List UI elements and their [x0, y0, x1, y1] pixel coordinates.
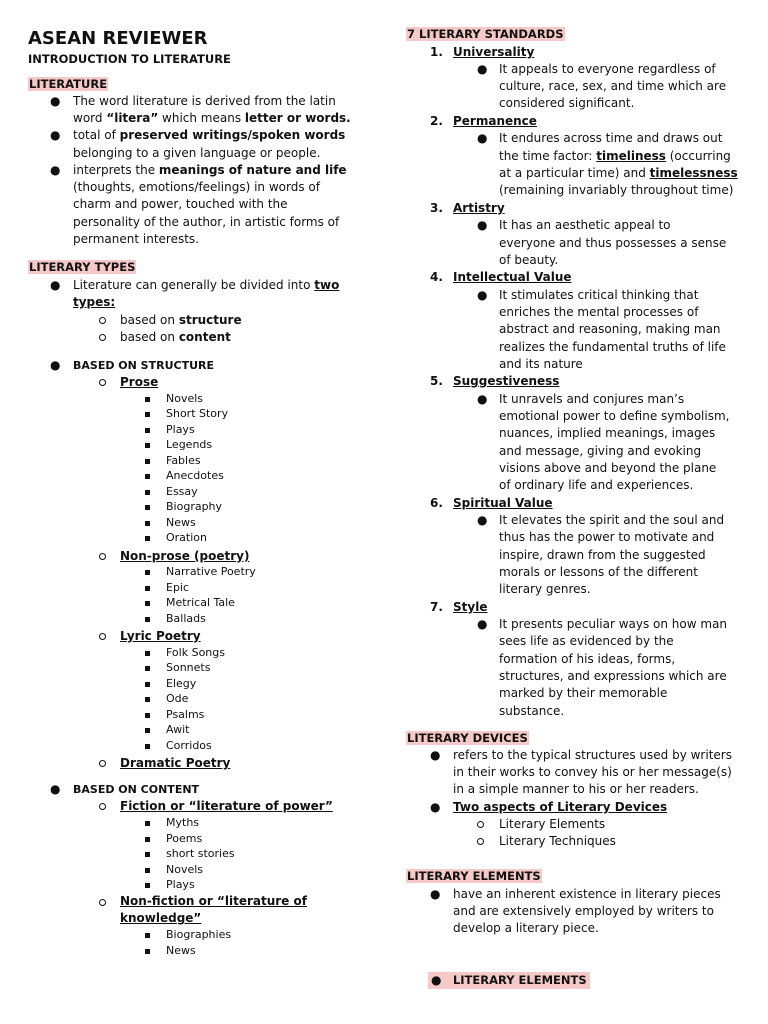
- square-bullet-icon: [145, 536, 150, 541]
- standard-line: inspire, drawn from the suggested: [499, 548, 706, 562]
- list-item: Epic: [166, 581, 190, 594]
- types-sub2: based on content: [120, 330, 231, 344]
- bullet-icon: ●: [431, 973, 442, 987]
- nonfiction-heading-line1: Non-fiction or “literature of: [120, 894, 307, 908]
- list-item: Novels: [166, 392, 204, 405]
- bullet-icon: ●: [477, 617, 488, 631]
- list-item: News: [166, 944, 196, 957]
- standard-line: It has an aesthetic appeal to: [499, 218, 671, 232]
- devices-line: in their works to convey his or her message(s): [453, 765, 732, 779]
- square-bullet-icon: [145, 474, 150, 479]
- circle-bullet-icon: [99, 899, 106, 906]
- standard-number: 4.: [430, 270, 443, 284]
- circle-bullet-icon: [99, 334, 106, 341]
- standard-title-universality: Universality: [453, 45, 535, 59]
- standard-line: marked by their memorable: [499, 686, 668, 700]
- circle-bullet-icon: [99, 379, 106, 386]
- square-bullet-icon: [145, 713, 150, 718]
- standard-line: It stimulates critical thinking that: [499, 288, 699, 302]
- literature-b2-line1: total of preserved writings/spoken words: [73, 128, 346, 142]
- circle-bullet-icon: [99, 633, 106, 640]
- bullet-icon: ●: [430, 748, 441, 762]
- standard-line: of beauty.: [499, 253, 559, 267]
- circle-bullet-icon: [477, 838, 484, 845]
- literature-b2-line2: belonging to a given language or people.: [73, 146, 321, 160]
- list-item: Anecdotes: [166, 469, 224, 482]
- elements-line: have an inherent existence in literary pieces: [453, 887, 721, 901]
- bullet-icon: ●: [50, 128, 61, 142]
- list-item: Novels: [166, 863, 204, 876]
- standard-number: 3.: [430, 201, 443, 215]
- standard-line: thus has the power to motivate and: [499, 530, 715, 544]
- standard-number: 7.: [430, 600, 443, 614]
- square-bullet-icon: [145, 397, 150, 402]
- prose-heading: Prose: [120, 375, 159, 389]
- section-heading-elements: LITERARY ELEMENTS: [407, 869, 541, 883]
- standard-number: 2.: [430, 114, 443, 128]
- standard-title-intellectual: Intellectual Value: [453, 270, 572, 284]
- square-bullet-icon: [145, 459, 150, 464]
- bullet-icon: ●: [50, 278, 61, 292]
- literature-b1-line2: word “litera” which means letter or words.: [73, 111, 351, 125]
- section-heading-types: LITERARY TYPES: [29, 260, 136, 274]
- standard-title-suggestiveness: Suggestiveness: [453, 374, 560, 388]
- square-bullet-icon: [145, 728, 150, 733]
- section-heading-literature: LITERATURE: [29, 77, 108, 91]
- list-item: Poems: [166, 832, 203, 845]
- standard-line: It appeals to everyone regardless of: [499, 62, 716, 76]
- elements-line: develop a literary piece.: [453, 921, 599, 935]
- section-heading-standards: 7 LITERARY STANDARDS: [407, 27, 564, 41]
- list-item: Ode: [166, 692, 189, 705]
- standard-line: realizes the fundamental truths of life: [499, 340, 726, 354]
- square-bullet-icon: [145, 852, 150, 857]
- square-bullet-icon: [145, 949, 150, 954]
- list-item: Biography: [166, 500, 223, 513]
- bullet-icon: ●: [477, 288, 488, 302]
- standard-line: visions above and beyond the plane: [499, 461, 717, 475]
- standard-line: abstract and reasoning, making man: [499, 322, 721, 336]
- square-bullet-icon: [145, 883, 150, 888]
- bullet-icon: ●: [50, 782, 61, 796]
- list-item: Psalms: [166, 708, 205, 721]
- square-bullet-icon: [145, 744, 150, 749]
- list-item: Corridos: [166, 739, 212, 752]
- bullet-icon: ●: [477, 62, 488, 76]
- aspect-item: Literary Elements: [499, 817, 606, 831]
- fiction-heading: Fiction or “literature of power”: [120, 799, 333, 813]
- circle-bullet-icon: [99, 317, 106, 324]
- list-item: Ballads: [166, 612, 206, 625]
- standard-line: substance.: [499, 704, 565, 718]
- literature-b1-line1: The word literature is derived from the latin: [73, 94, 336, 108]
- list-item: Short Story: [166, 407, 229, 420]
- list-item: Plays: [166, 423, 195, 436]
- standard-title-style: Style: [453, 600, 488, 614]
- square-bullet-icon: [145, 412, 150, 417]
- list-item: Oration: [166, 531, 207, 544]
- list-item: Narrative Poetry: [166, 565, 256, 578]
- standard-line: at a particular time) and timelessness: [499, 166, 738, 180]
- standard-line: sees life as evidenced by the: [499, 634, 674, 648]
- bullet-icon: ●: [430, 800, 441, 814]
- square-bullet-icon: [145, 601, 150, 606]
- list-item: Plays: [166, 878, 195, 891]
- devices-line: refers to the typical structures used by writers: [453, 748, 732, 762]
- circle-bullet-icon: [99, 553, 106, 560]
- standard-number: 5.: [430, 374, 443, 388]
- types-intro-line1: Literature can generally be divided into two: [73, 278, 340, 292]
- circle-bullet-icon: [99, 760, 106, 767]
- list-item: Fables: [166, 454, 201, 467]
- standard-line: It presents peculiar ways on how man: [499, 617, 728, 631]
- square-bullet-icon: [145, 666, 150, 671]
- literature-b3-line2: (thoughts, emotions/feelings) in words of: [73, 180, 320, 194]
- list-item: Awit: [166, 723, 190, 736]
- list-item: Sonnets: [166, 661, 211, 674]
- square-bullet-icon: [145, 570, 150, 575]
- types-intro-line2: types:: [73, 295, 116, 309]
- standard-line: emotional power to define symbolism,: [499, 409, 730, 423]
- standard-line: structures, and expressions which are: [499, 669, 727, 683]
- aspect-item: Literary Techniques: [499, 834, 616, 848]
- square-bullet-icon: [145, 490, 150, 495]
- square-bullet-icon: [145, 821, 150, 826]
- bullet-icon: ●: [477, 131, 488, 145]
- bullet-icon: ●: [477, 513, 488, 527]
- devices-aspects-heading: Two aspects of Literary Devices: [453, 800, 668, 814]
- square-bullet-icon: [145, 682, 150, 687]
- list-item: Essay: [166, 485, 198, 498]
- literature-b3-line3: charm and power, touched with the: [73, 197, 288, 211]
- literature-b3-line4: personality of the author, in artistic forms of: [73, 215, 340, 229]
- standard-title-permanence: Permanence: [453, 114, 537, 128]
- standard-line: It elevates the spirit and the soul and: [499, 513, 725, 527]
- square-bullet-icon: [145, 651, 150, 656]
- bullet-icon: ●: [50, 94, 61, 108]
- standard-line: (remaining invariably throughout time): [499, 183, 734, 197]
- square-bullet-icon: [145, 443, 150, 448]
- standard-line: culture, race, sex, and time which are: [499, 79, 727, 93]
- bullet-icon: ●: [50, 163, 61, 177]
- circle-bullet-icon: [477, 821, 484, 828]
- standard-title-spiritual: Spiritual Value: [453, 496, 553, 510]
- square-bullet-icon: [145, 521, 150, 526]
- bullet-icon: ●: [477, 392, 488, 406]
- list-item: short stories: [166, 847, 235, 860]
- nonprose-heading: Non-prose (poetry): [120, 549, 250, 563]
- square-bullet-icon: [145, 697, 150, 702]
- standard-number: 1.: [430, 45, 443, 59]
- square-bullet-icon: [145, 868, 150, 873]
- standard-line: considered significant.: [499, 96, 635, 110]
- standard-line: enriches the mental processes of: [499, 305, 699, 319]
- elements-bullet-heading: ● LITERARY ELEMENTS: [428, 972, 590, 989]
- page-title: ASEAN REVIEWER: [28, 28, 208, 49]
- bullet-icon: ●: [50, 358, 61, 372]
- content-heading: BASED ON CONTENT: [73, 783, 200, 796]
- list-item: Myths: [166, 816, 200, 829]
- section-heading-devices: LITERARY DEVICES: [407, 731, 528, 745]
- types-sub1: based on structure: [120, 313, 242, 327]
- bullet-icon: ●: [477, 218, 488, 232]
- bullet-icon: ●: [430, 887, 441, 901]
- standard-line: nuances, implied meanings, images: [499, 426, 716, 440]
- standard-line: and message, giving and evoking: [499, 444, 702, 458]
- standard-line: It endures across time and draws out: [499, 131, 723, 145]
- square-bullet-icon: [145, 586, 150, 591]
- standard-line: It unravels and conjures man’s: [499, 392, 685, 406]
- list-item: Folk Songs: [166, 646, 225, 659]
- standard-line: morals or lessons of the different: [499, 565, 698, 579]
- standard-line: the time factor: timeliness (occurring: [499, 149, 731, 163]
- square-bullet-icon: [145, 837, 150, 842]
- standard-line: and its nature: [499, 357, 583, 371]
- list-item: Elegy: [166, 677, 197, 690]
- list-item: Legends: [166, 438, 213, 451]
- square-bullet-icon: [145, 617, 150, 622]
- list-item: News: [166, 516, 196, 529]
- page-subtitle: INTRODUCTION TO LITERATURE: [28, 52, 231, 66]
- standard-line: formation of his ideas, forms,: [499, 652, 676, 666]
- literature-b3-line1: interprets the meanings of nature and life: [73, 163, 347, 177]
- standard-line: everyone and thus possesses a sense: [499, 236, 727, 250]
- dramatic-heading: Dramatic Poetry: [120, 756, 231, 770]
- square-bullet-icon: [145, 428, 150, 433]
- standard-line: of ordinary life and experiences.: [499, 478, 694, 492]
- elements-line: and are extensively employed by writers to: [453, 904, 714, 918]
- lyric-heading: Lyric Poetry: [120, 629, 201, 643]
- square-bullet-icon: [145, 505, 150, 510]
- standard-number: 6.: [430, 496, 443, 510]
- square-bullet-icon: [145, 933, 150, 938]
- standard-line: literary genres.: [499, 582, 591, 596]
- devices-line: in a simple manner to his or her readers.: [453, 782, 699, 796]
- circle-bullet-icon: [99, 803, 106, 810]
- list-item: Metrical Tale: [166, 596, 235, 609]
- nonfiction-heading-line2: knowledge”: [120, 911, 202, 925]
- literature-b3-line5: permanent interests.: [73, 232, 199, 246]
- structure-heading: BASED ON STRUCTURE: [73, 359, 215, 372]
- standard-title-artistry: Artistry: [453, 201, 505, 215]
- list-item: Biographies: [166, 928, 232, 941]
